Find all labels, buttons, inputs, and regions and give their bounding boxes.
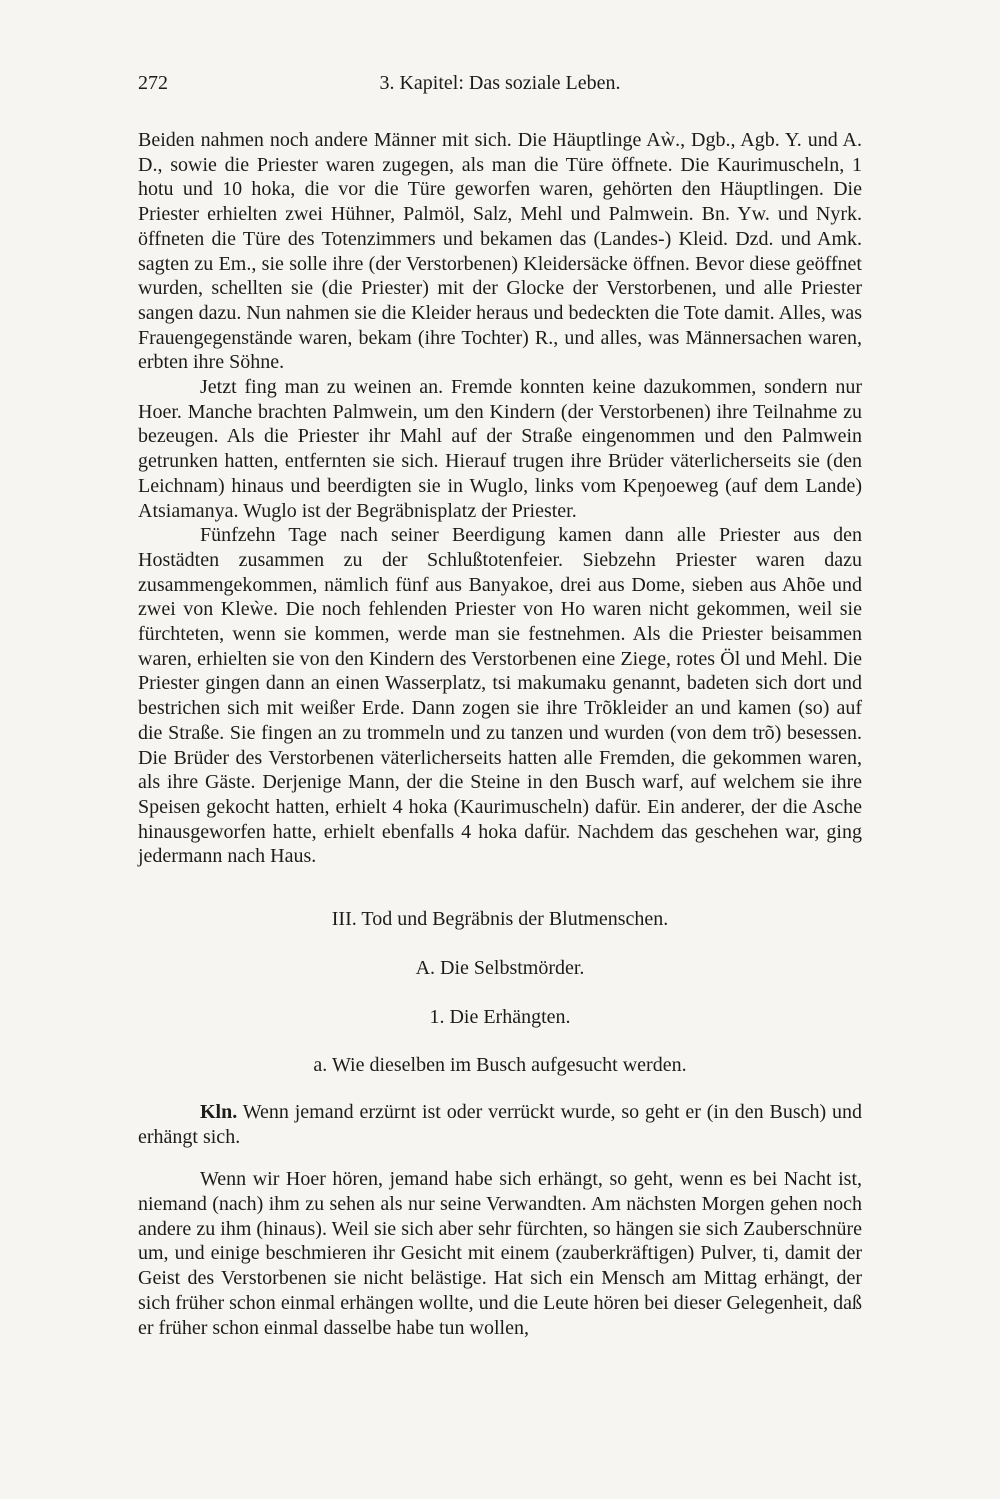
speaker-abbreviation: Kln. [200, 1100, 238, 1123]
paragraph-final: Wenn wir Hoer hören, jemand habe sich erhängt, so geht, wenn es bei Nacht ist, niemand (nach) ihm zu sehen als nur seine Verwandten. Am nächsten Morgen gehen noch andere zu ihm (hinaus). Weil sie sich aber sehr fürchten, so hängen sie sich Zauberschnüre um, und einige beschmieren ihr Gesicht mit einem (zauberkräftigen) Pulver, ti, damit der Geist des Verstorbenen sie nicht belästige. Hat sich ein Mensch am Mittag erhängt, der sich früher schon einmal erhängen wollte, und die Leute hören bei dieser Gelegenheit, daß er früher schon einmal dasselbe habe tun wollen, [138, 1168, 862, 1339]
running-head: 3. Kapitel: Das soziale Leben. [379, 72, 621, 94]
body-text [138, 128, 862, 1340]
kln-paragraph-text: Wenn jemand erzürnt ist oder verrückt wurde, so geht er (in den Busch) und erhängt sich. [138, 1100, 863, 1148]
section-heading: III. Tod und Begräbnis der Blutmenschen. [331, 908, 669, 931]
page-header [138, 72, 862, 102]
kln-paragraph [138, 1100, 862, 1149]
item-heading: a. Wie dieselben im Busch aufgesucht werden. [313, 1054, 687, 1077]
paragraph-2: Jetzt fing man zu weinen an. Fremde konnten keine dazukommen, sondern nur Hoer. Manche brachten Palmwein, um den Kindern (der Verstorbenen) ihre Teilnahme zu bezeugen. Als die Priester ihr Mahl auf der Straße eingenommen und den Palmwein getrunken hatten, entfernten sie sich. Hierauf trugen ihre Brüder väterlicherseits sie (den Leichnam) hinaus und beerdigten sie in Wuglo, links vom Kpeŋoeweg (auf dem Lande) Atsiamanya. Wuglo ist der Begräbnisplatz der Priester. [138, 376, 862, 522]
subsection-heading: A. Die Selbstmörder. [415, 956, 585, 979]
paragraph-1: Beiden nahmen noch andere Männer mit sich. Die Häuptlinge Aẁ., Dgb., Agb. Y. und A. D., sowie die Priester waren zugegen, als man die Türe öffnete. Die Kaurimuscheln, 1 hotu und 10 hoka, die vor die Türe geworfen waren, gehörten den Häuptlingen. Die Priester erhielten zwei Hühner, Palmöl, Salz, Mehl und Palmwein. Bn. Yw. und Nyrk. öffneten die Türe des Totenzimmers und bekamen das (Landes-) Kleid. Dzd. und Amk. sagten zu Em., sie solle ihre (der Verstorbenen) Kleidersäcke öffnen. Bevor diese geöffnet wurden, schellten sie (die Priester) mit der Glocke der Verstorbenen, und alle Priester sangen dazu. Nun nahmen sie die Kleider heraus und bedeckten die Tote damit. Alles, was Frauengegenstände waren, bekam (ihre Tochter) R., und alles, was Männersachen waren, erbten ihre Söhne. [138, 129, 862, 374]
paragraph-3: Fünfzehn Tage nach seiner Beerdigung kamen dann alle Priester aus den Hostädten zusammen zu der Schlußtotenfeier. Siebzehn Priester waren dazu zusammengekommen, nämlich fünf aus Banyakoe, drei aus Dome, sieben aus Ahõe und zwei von Kleẁe. Die noch fehlenden Priester von Ho waren nicht gekommen, weil sie fürchteten, wenn sie kommen, werde man sie festnehmen. Als die Priester beisammen waren, erhielten sie von den Kindern des Verstorbenen eine Ziege, rotes Öl und Mehl. Die Priester gingen dann an einen Wasserplatz, tsi makumaku genannt, badeten sich dort und bestrichen sich mit weißer Erde. Dann zogen sie ihre Trõkleider an und kamen (so) auf die Straße. Sie fingen an zu trommeln und zu tanzen und wurden (von dem trõ) besessen. Die Brüder des Verstorbenen väterlicherseits hatten alle Fremden, die gekommen waren, als ihre Gäste. Derjenige Mann, der die Steine in den Busch warf, auf welchem sie ihre Speisen gekocht hatten, erhielt 4 hoka (Kaurimuscheln) dafür. Ein anderer, der die Asche hinausgeworfen hatte, erhielt ebenfalls 4 hoka dafür. Nachdem das geschehen war, ging jedermann nach Haus. [138, 524, 862, 868]
subsubsection-heading: 1. Die Erhängten. [429, 1005, 571, 1028]
page-number: 272 [138, 72, 168, 94]
